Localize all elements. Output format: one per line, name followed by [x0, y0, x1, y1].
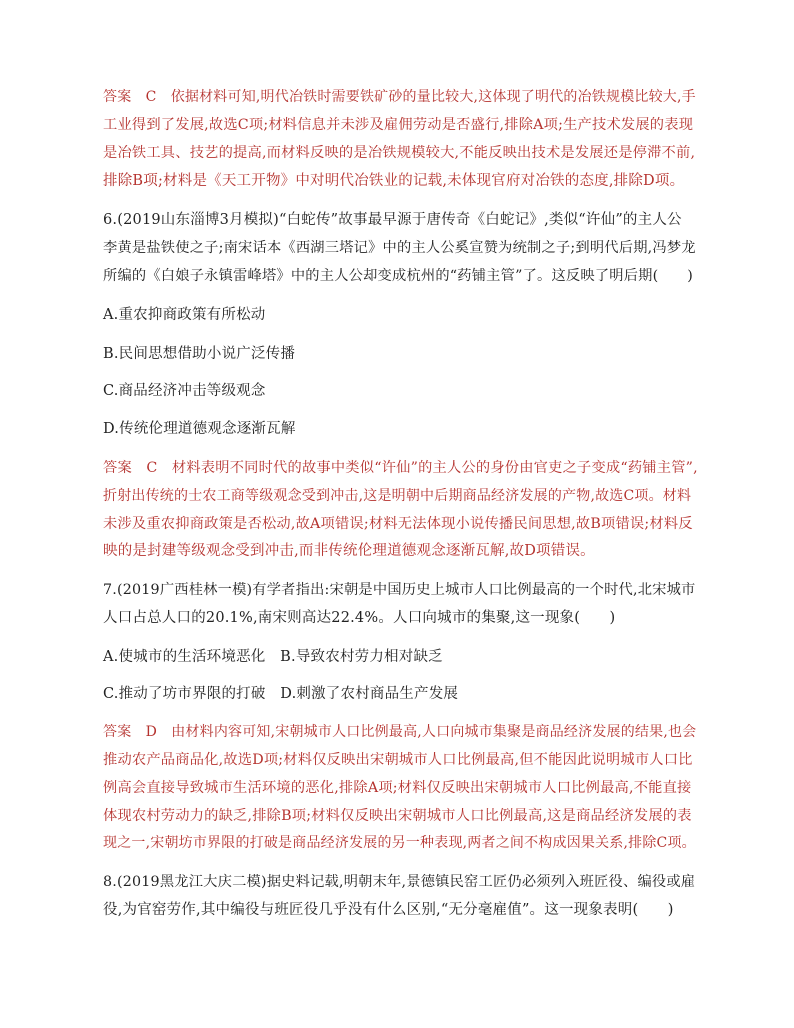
answer-6-line: 答案 C 材料表明不同时代的故事中类似“许仙”的主人公的身份由官吏之子变成“药铺主管”, [103, 460, 698, 476]
answer-5-line: 答案 C 依据材料可知,明代冶铁时需要铁矿砂的量比较大,这体现了明代的冶铁规模比较大,手 [103, 89, 696, 105]
question-6-stem-line: 6.(2019山东淄博3月模拟)“白蛇传”故事最早源于唐传奇《白蛇记》,类似“许仙”的主人公 [103, 212, 682, 228]
question-6-stem-line: 所编的《白娘子永镇雷峰塔》中的主人公却变成杭州的“药铺主管”了。这反映了明后期( ) [103, 268, 694, 284]
question-8-stem-line: 役,为官窑劳作,其中编役与班匠役几乎没有什么区别,“无分毫雇值”。这一现象表明( ) [103, 902, 674, 918]
question-7-stem-line: 7.(2019广西桂林一模)有学者指出:宋朝是中国历史上城市人口比例最高的一个时代,北宋城市 [103, 582, 696, 598]
answer-5-line: 排除B项;材料是《天工开物》中对明代冶铁业的记载,未体现官府对冶铁的态度,排除D项。 [103, 173, 685, 189]
question-7-options-ab: A.使城市的生活环境恶化 B.导致农村劳力相对缺乏 [103, 649, 443, 665]
answer-7-line: 推动农产品商品化,故选D项;材料仅反映出宋朝城市人口比例最高,但不能因此说明城市人口比 [103, 752, 693, 768]
answer-7-line: 体现农村劳动力的缺乏,排除B项;材料仅反映出宋朝城市人口比例最高,这是商品经济发展的表 [103, 808, 692, 824]
answer-7-line: 现之一,宋朝坊市界限的打破是商品经济发展的另一种表现,两者之间不构成因果关系,排除C项。 [103, 835, 696, 851]
question-6-option-a: A.重农抑商政策有所松动 [103, 307, 266, 323]
question-6-option-d: D.传统伦理道德观念逐渐瓦解 [103, 421, 296, 437]
answer-6-line: 映的是封建等级观念受到冲击,而非传统伦理道德观念逐渐瓦解,故D项错误。 [103, 543, 595, 559]
question-7-stem-line: 人口占总人口的20.1%,南宋则高达22.4%。人口向城市的集聚,这一现象( ) [103, 610, 616, 626]
answer-6-line: 未涉及重农抑商政策是否松动,故A项错误;材料无法体现小说传播民间思想,故B项错误;材料反 [103, 516, 693, 532]
answer-5-line: 是冶铁工具、技艺的提高,而材料反映的是冶铁规模较大,不能反映出技术是发展还是停滞不前, [103, 145, 696, 161]
answer-7-line: 例高会直接导致城市生活环境的恶化,排除A项;材料仅反映出宋朝城市人口比例最高,不能直接 [103, 780, 692, 796]
answer-7-line: 答案 D 由材料内容可知,宋朝城市人口比例最高,人口向城市集聚是商品经济发展的结果,也会 [103, 724, 697, 740]
question-6-stem-line: 李黄是盐铁使之子;南宋话本《西湖三塔记》中的主人公奚宣赞为统制之子;到明代后期,冯梦龙 [103, 240, 696, 256]
answer-6-line: 折射出传统的士农工商等级观念受到冲击,这是明朝中后期商品经济发展的产物,故选C项。材料 [103, 488, 692, 504]
question-7-options-cd: C.推动了坊市界限的打破 D.刺激了农村商品生产发展 [103, 686, 459, 702]
answer-5-line: 工业得到了发展,故选C项;材料信息并未涉及雇佣劳动是否盛行,排除A项;生产技术发展的表现 [103, 117, 694, 133]
question-8-stem-line: 8.(2019黑龙江大庆二模)据史料记载,明朝末年,景德镇民窑工匠仍必须列入班匠役、编役或雇 [103, 874, 696, 890]
question-6-option-b: B.民间思想借助小说广泛传播 [103, 346, 296, 362]
question-6-option-c: C.商品经济冲击等级观念 [103, 383, 266, 399]
